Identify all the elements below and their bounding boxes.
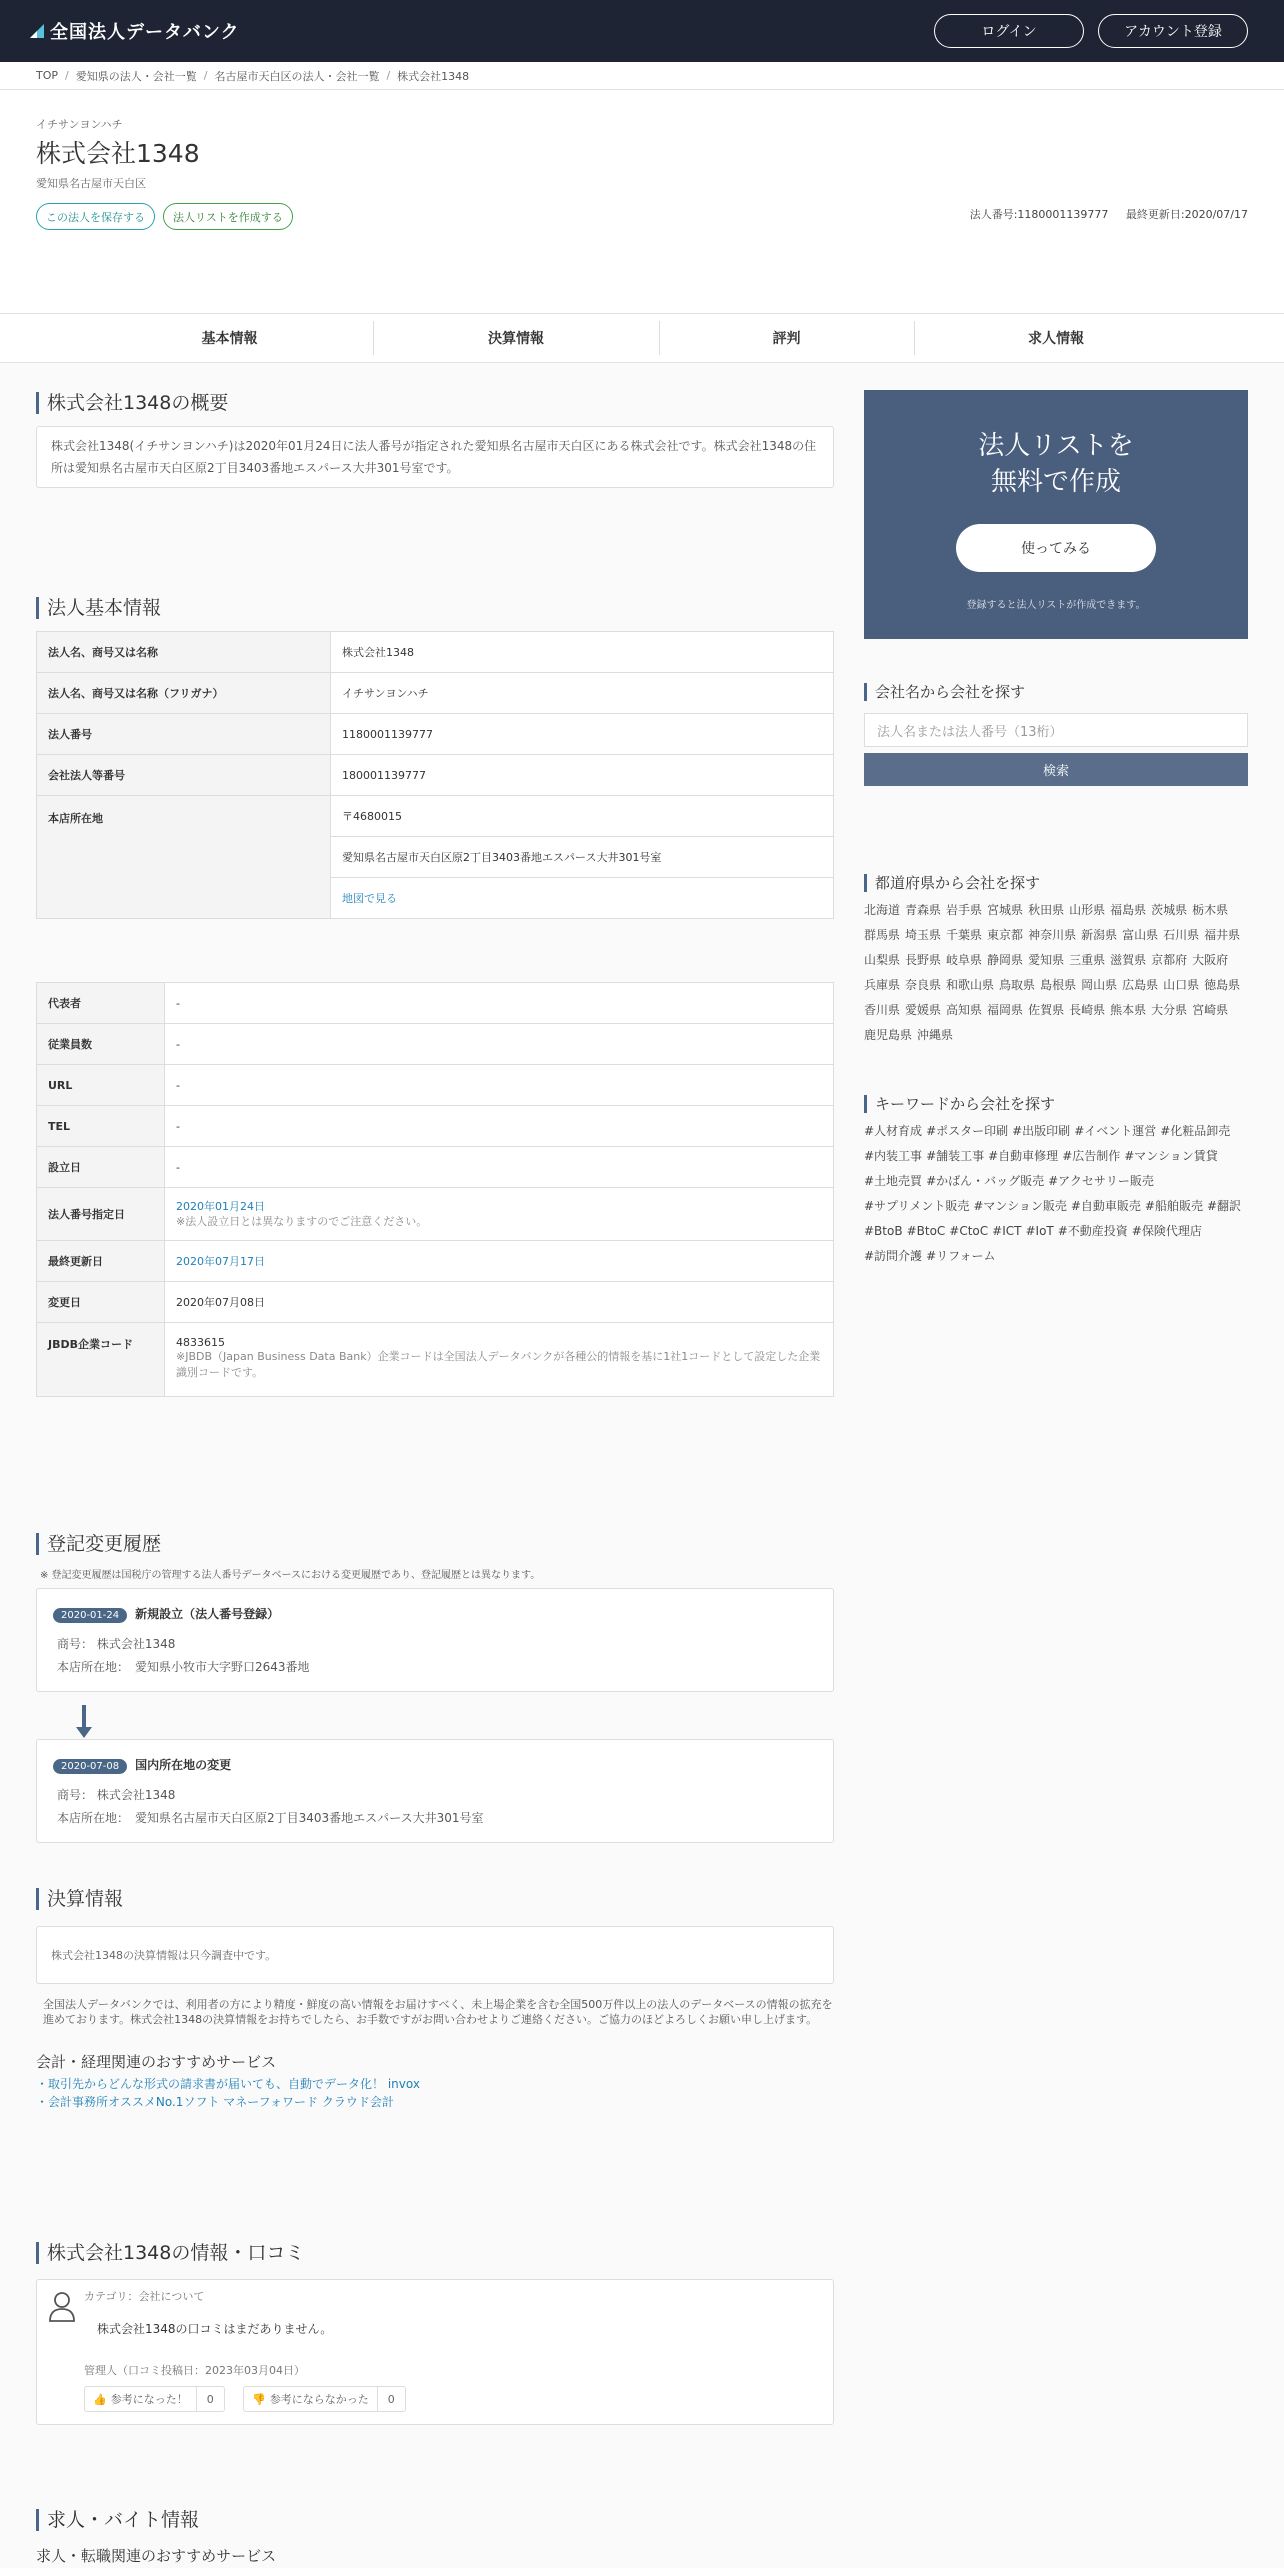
prefecture-link[interactable]: 青森県 bbox=[905, 903, 942, 917]
financial-title: 決算情報 bbox=[36, 1888, 123, 1910]
prefecture-link[interactable]: 三重県 bbox=[1069, 953, 1106, 967]
table-row bbox=[37, 1065, 834, 1106]
row-label: 代表者 bbox=[37, 983, 165, 1024]
updated-date-link[interactable]: 2020年07月17日 bbox=[165, 1241, 834, 1282]
map-link[interactable]: 地図で見る bbox=[331, 878, 834, 919]
history-date-badge: 2020-01-24 bbox=[53, 1608, 127, 1623]
keyword-search-title: キーワードから会社を探す bbox=[864, 1095, 1055, 1113]
company-search-input[interactable]: 法人名または法人番号（13桁） bbox=[864, 713, 1248, 747]
prefecture-link[interactable]: 沖縄県 bbox=[917, 1028, 954, 1042]
site-logo[interactable] bbox=[28, 18, 239, 44]
keyword-link[interactable]: #土地売買 bbox=[864, 1174, 923, 1188]
row-label: 法人名、商号又は名称 bbox=[37, 632, 331, 673]
prefecture-link[interactable]: 長野県 bbox=[905, 953, 942, 967]
row-label: 従業員数 bbox=[37, 1024, 165, 1065]
row-value: 株式会社1348 bbox=[331, 632, 834, 673]
keyword-link[interactable]: #CtoC bbox=[949, 1224, 989, 1238]
prefecture-link[interactable]: 広島県 bbox=[1122, 978, 1159, 992]
review-card bbox=[36, 2279, 834, 2425]
prefecture-link[interactable]: 愛媛県 bbox=[905, 1003, 942, 1017]
row-value: イチサンヨンハチ bbox=[331, 673, 834, 714]
row-label: 法人名、商号又は名称（フリガナ） bbox=[37, 673, 331, 714]
keyword-link[interactable]: #舗装工事 bbox=[926, 1149, 985, 1163]
tab-reputation[interactable]: 評判 bbox=[659, 321, 914, 355]
prefecture-link[interactable]: 群馬県 bbox=[864, 928, 901, 942]
prefecture-link[interactable]: 茨城県 bbox=[1151, 903, 1188, 917]
prefecture-link[interactable]: 岐阜県 bbox=[946, 953, 983, 967]
keyword-list bbox=[864, 1119, 1248, 1269]
history-name-line: 商号： 株式会社1348 bbox=[57, 1637, 176, 1651]
company-meta bbox=[956, 206, 1248, 222]
row-value: - bbox=[165, 983, 834, 1024]
prefecture-link[interactable]: 徳島県 bbox=[1204, 978, 1241, 992]
service-link-invox[interactable]: ・取引先からどんな形式の請求書が届いても、自動でデータ化！ invox bbox=[36, 2077, 420, 2091]
prefecture-link[interactable]: 鹿児島県 bbox=[864, 1028, 913, 1042]
table-row bbox=[37, 796, 834, 837]
breadcrumb-city[interactable]: 名古屋市天白区の法人・会社一覧 bbox=[214, 69, 380, 83]
prefecture-link[interactable]: 山形県 bbox=[1069, 903, 1106, 917]
history-date-badge: 2020-07-08 bbox=[53, 1759, 127, 1774]
thumbs-up-icon: 👍 bbox=[93, 2392, 107, 2406]
cta-line2: 無料で作成 bbox=[990, 467, 1121, 497]
overview-text: 株式会社1348(イチサンヨンハチ)は2020年01月24日に法人番号が指定された愛知県名古屋市天白区にある株式会社です。株式会社1348の住所は愛知県名古屋市天白区原2丁目3403番地エスパース大井301号室です。 bbox=[51, 439, 817, 475]
overview-box bbox=[36, 426, 834, 488]
prefecture-link[interactable]: 島根県 bbox=[1040, 978, 1077, 992]
prefecture-link[interactable]: 富山県 bbox=[1122, 928, 1159, 942]
prefecture-link[interactable]: 静岡県 bbox=[987, 953, 1024, 967]
tab-basic-info[interactable]: 基本情報 bbox=[201, 331, 258, 347]
breadcrumb-prefecture[interactable]: 愛知県の法人・会社一覧 bbox=[75, 69, 197, 83]
prefecture-link[interactable]: 京都府 bbox=[1151, 953, 1188, 967]
tab-jobs[interactable]: 求人情報 bbox=[914, 321, 1198, 355]
cta-line1: 法人リストを bbox=[978, 431, 1134, 461]
search-button[interactable]: 検索 bbox=[864, 753, 1248, 786]
details-table bbox=[36, 982, 834, 1397]
keyword-link[interactable]: #訪問介護 bbox=[864, 1249, 923, 1263]
prefecture-link[interactable]: 宮崎県 bbox=[1192, 1003, 1229, 1017]
row-label: 設立日 bbox=[37, 1147, 165, 1188]
financial-description: 全国法人データバンクでは、利用者の方により精度・鮮度の高い情報をお届けすべく、未上場企業を含む全国500万件以上の法人のデータベースの情報の拡充を進めております。株式会社1348の決算情報をお持ちでしたら、お手数ですがお問い合わせよりご連絡ください。ご協力のほどよろしくお願い申し上げます。 bbox=[43, 1998, 833, 2026]
try-it-button[interactable]: 使ってみる bbox=[956, 524, 1156, 572]
review-category: カテゴリ：会社について bbox=[84, 2290, 205, 2303]
review-message: 株式会社1348の口コミはまだありません。 bbox=[97, 2322, 333, 2336]
not-helpful-label: 参考にならなかった bbox=[269, 2393, 369, 2406]
prefecture-link[interactable]: 岡山県 bbox=[1081, 978, 1118, 992]
keyword-link[interactable]: #人材育成 bbox=[864, 1124, 923, 1138]
jobs-services-title: 求人・転職関連のおすすめサービス bbox=[36, 2547, 277, 2565]
prefecture-link[interactable]: 愛知県 bbox=[1028, 953, 1065, 967]
keyword-link[interactable]: #内装工事 bbox=[864, 1149, 923, 1163]
address-value: 愛知県名古屋市天白区原2丁目3403番地エスパース大井301号室 bbox=[331, 837, 834, 878]
history-address-line: 本店所在地： 愛知県名古屋市天白区原2丁目3403番地エスパース大井301号室 bbox=[57, 1811, 484, 1825]
keyword-link[interactable]: #ICT bbox=[992, 1224, 1022, 1238]
prefecture-link[interactable]: 鳥取県 bbox=[999, 978, 1036, 992]
user-icon bbox=[47, 2290, 77, 2322]
jbdb-note: ※JBDB（Japan Business Data Bank）企業コードは全国法人データバンクが各種公的情報を基に1社1コードとして設定した企業識別コードです。 bbox=[176, 1350, 821, 1379]
table-row bbox=[37, 1024, 834, 1065]
keyword-link[interactable]: #イベント運営 bbox=[1074, 1124, 1157, 1138]
keyword-link[interactable]: #保険代理店 bbox=[1131, 1224, 1202, 1238]
prefecture-search-title: 都道府県から会社を探す bbox=[864, 874, 1040, 892]
keyword-link[interactable]: #ポスター印刷 bbox=[926, 1124, 1009, 1138]
jobs-title: 求人・バイト情報 bbox=[36, 2509, 199, 2531]
row-value: - bbox=[165, 1065, 834, 1106]
prefecture-link[interactable]: 和歌山県 bbox=[946, 978, 995, 992]
prefecture-link[interactable]: 滋賀県 bbox=[1110, 953, 1147, 967]
history-name-line: 商号： 株式会社1348 bbox=[57, 1788, 176, 1802]
history-event: 国内所在地の変更 bbox=[135, 1758, 232, 1772]
register-button[interactable]: アカウント登録 bbox=[1098, 14, 1248, 48]
prefecture-link[interactable]: 大分県 bbox=[1151, 1003, 1188, 1017]
keyword-link[interactable]: #出版印刷 bbox=[1012, 1124, 1071, 1138]
prefecture-link[interactable]: 山梨県 bbox=[864, 953, 901, 967]
row-label: TEL bbox=[37, 1106, 165, 1147]
helpful-count: 0 bbox=[196, 2387, 224, 2411]
prefecture-link[interactable]: 福岡県 bbox=[987, 1003, 1024, 1017]
table-row bbox=[37, 1241, 834, 1282]
company-name: 株式会社1348 bbox=[36, 139, 200, 168]
prefecture-link[interactable]: 栃木県 bbox=[1192, 903, 1229, 917]
row-value: - bbox=[165, 1106, 834, 1147]
reviews-title: 株式会社1348の情報・口コミ bbox=[36, 2242, 304, 2264]
history-title: 登記変更履歴 bbox=[36, 1533, 161, 1555]
designated-date-link[interactable]: 2020年01月24日 bbox=[176, 1200, 265, 1213]
prefecture-link[interactable]: 大阪府 bbox=[1192, 953, 1229, 967]
prefecture-link[interactable]: 石川県 bbox=[1163, 928, 1200, 942]
cta-note: 登録すると法人リストが作成できます。 bbox=[966, 600, 1146, 611]
prefecture-link[interactable]: 新潟県 bbox=[1081, 928, 1118, 942]
row-label: URL bbox=[37, 1065, 165, 1106]
row-value: 180001139777 bbox=[331, 755, 834, 796]
keyword-link[interactable]: #自動車修理 bbox=[988, 1149, 1059, 1163]
row-value: - bbox=[165, 1147, 834, 1188]
keyword-link[interactable]: #かばん・バッグ販売 bbox=[926, 1174, 1045, 1188]
last-updated-meta: 最終更新日:2020/07/17 bbox=[1125, 208, 1248, 221]
prefecture-link[interactable]: 香川県 bbox=[864, 1003, 901, 1017]
keyword-link[interactable]: #化粧品卸売 bbox=[1160, 1124, 1231, 1138]
table-row bbox=[37, 983, 834, 1024]
keyword-link[interactable]: #サプリメント販売 bbox=[864, 1199, 970, 1213]
site-header bbox=[0, 0, 1284, 62]
create-list-button[interactable]: 法人リストを作成する bbox=[163, 203, 293, 230]
keyword-link[interactable]: #BtoC bbox=[906, 1224, 946, 1238]
prefecture-link[interactable]: 秋田県 bbox=[1028, 903, 1065, 917]
prefecture-link[interactable]: 熊本県 bbox=[1110, 1003, 1147, 1017]
search-company-title: 会社名から会社を探す bbox=[864, 683, 1025, 701]
logo-icon bbox=[28, 22, 46, 40]
table-row bbox=[37, 1106, 834, 1147]
site-name: 全国法人データバンク bbox=[50, 22, 240, 43]
thumbs-down-icon: 👎 bbox=[252, 2392, 266, 2406]
helpful-button[interactable] bbox=[84, 2386, 225, 2412]
keyword-link[interactable]: #IoT bbox=[1025, 1224, 1054, 1238]
save-company-button[interactable]: この法人を保存する bbox=[36, 203, 155, 230]
not-helpful-count: 0 bbox=[377, 2387, 405, 2411]
keyword-link[interactable]: #自動車販売 bbox=[1070, 1199, 1141, 1213]
corp-number-meta: 法人番号:1180001139777 bbox=[969, 208, 1109, 221]
keyword-link[interactable]: #リフォーム bbox=[926, 1249, 996, 1263]
basic-info-title: 法人基本情報 bbox=[36, 597, 161, 619]
row-label: 最終更新日 bbox=[37, 1241, 165, 1282]
prefecture-link[interactable]: 北海道 bbox=[864, 903, 901, 917]
prefecture-link[interactable]: 岩手県 bbox=[946, 903, 983, 917]
login-button[interactable]: ログイン bbox=[934, 14, 1084, 48]
history-card bbox=[36, 1588, 834, 1692]
financial-box bbox=[36, 1926, 834, 1984]
prefecture-link[interactable]: 高知県 bbox=[946, 1003, 983, 1017]
prefecture-link[interactable]: 奈良県 bbox=[905, 978, 942, 992]
table-row bbox=[37, 714, 834, 755]
history-address-line: 本店所在地： 愛知県小牧市大字野口2643番地 bbox=[57, 1660, 310, 1674]
table-row bbox=[37, 632, 834, 673]
company-header bbox=[0, 90, 1284, 313]
breadcrumb-current: 株式会社1348 bbox=[397, 69, 470, 83]
keyword-link[interactable]: #アクセサリー販売 bbox=[1048, 1174, 1154, 1188]
tab-financial[interactable]: 決算情報 bbox=[373, 321, 659, 355]
keyword-link[interactable]: #不動産投資 bbox=[1057, 1224, 1128, 1238]
prefecture-link[interactable]: 佐賀県 bbox=[1028, 1003, 1065, 1017]
prefecture-link[interactable]: 福井県 bbox=[1204, 928, 1241, 942]
section-tabs bbox=[0, 313, 1284, 363]
company-kana: イチサンヨンハチ bbox=[36, 118, 123, 131]
table-row bbox=[37, 1147, 834, 1188]
keyword-link[interactable]: #BtoB bbox=[864, 1224, 903, 1238]
postal-code: 〒4680015 bbox=[331, 796, 834, 837]
service-link-moneyforward[interactable]: ・会計事務所オススメNo.1ソフト マネーフォワード クラウド会計 bbox=[36, 2095, 394, 2109]
keyword-link[interactable]: #翻訳 bbox=[1206, 1199, 1242, 1213]
prefecture-link[interactable]: 宮城県 bbox=[987, 903, 1024, 917]
table-row bbox=[37, 1323, 834, 1397]
prefecture-link[interactable]: 神奈川県 bbox=[1028, 928, 1077, 942]
table-row bbox=[37, 1188, 834, 1241]
row-value: 2020年07月08日 bbox=[165, 1282, 834, 1323]
prefecture-link[interactable]: 千葉県 bbox=[946, 928, 983, 942]
row-label: 本店所在地 bbox=[37, 796, 331, 919]
prefecture-link[interactable]: 東京都 bbox=[987, 928, 1024, 942]
table-row bbox=[37, 755, 834, 796]
table-row bbox=[37, 673, 834, 714]
keyword-link[interactable]: #船舶販売 bbox=[1144, 1199, 1203, 1213]
company-location: 愛知県名古屋市天白区 bbox=[36, 177, 146, 190]
row-label: 会社法人等番号 bbox=[37, 755, 331, 796]
list-cta-panel bbox=[864, 390, 1248, 639]
history-note: ※ 登記変更履歴は国税庁の管理する法人番号データベースにおける変更履歴であり、登記履歴とは異なります。 bbox=[40, 1570, 541, 1581]
basic-info-table bbox=[36, 631, 834, 919]
designated-note: ※法人設立日とは異なりますのでご注意ください。 bbox=[176, 1215, 428, 1228]
keyword-link[interactable]: #マンション賃貸 bbox=[1124, 1149, 1218, 1163]
breadcrumb-top[interactable]: TOP bbox=[36, 69, 59, 82]
prefecture-link[interactable]: 福島県 bbox=[1110, 903, 1147, 917]
review-author: 管理人（口コミ投稿日：2023年03月04日） bbox=[84, 2364, 305, 2377]
row-label: 法人番号 bbox=[37, 714, 331, 755]
history-card bbox=[36, 1739, 834, 1843]
jbdb-code: 4833615 bbox=[176, 1336, 225, 1349]
row-value: - bbox=[165, 1024, 834, 1065]
row-label: JBDB企業コード bbox=[37, 1323, 165, 1397]
prefecture-link[interactable]: 埼玉県 bbox=[905, 928, 942, 942]
keyword-link[interactable]: #マンション販売 bbox=[973, 1199, 1067, 1213]
row-label: 変更日 bbox=[37, 1282, 165, 1323]
prefecture-link[interactable]: 兵庫県 bbox=[864, 978, 901, 992]
arrow-down-icon bbox=[74, 1705, 94, 1739]
table-row bbox=[37, 1282, 834, 1323]
financial-status: 株式会社1348の決算情報は只今調査中です。 bbox=[51, 1949, 277, 1962]
row-label: 法人番号指定日 bbox=[37, 1188, 165, 1241]
overview-title: 株式会社1348の概要 bbox=[36, 392, 228, 414]
accounting-services-title: 会計・経理関連のおすすめサービス bbox=[36, 2053, 277, 2071]
row-value: 1180001139777 bbox=[331, 714, 834, 755]
helpful-label: 参考になった！ bbox=[110, 2393, 188, 2406]
not-helpful-button[interactable] bbox=[243, 2386, 406, 2412]
history-event: 新規設立（法人番号登録） bbox=[135, 1607, 280, 1621]
breadcrumb: TOP / 愛知県の法人・会社一覧 / 名古屋市天白区の法人・会社一覧 / 株式会社1348 bbox=[0, 62, 1284, 90]
prefecture-list bbox=[864, 898, 1248, 1048]
prefecture-link[interactable]: 山口県 bbox=[1163, 978, 1200, 992]
keyword-link[interactable]: #広告制作 bbox=[1062, 1149, 1121, 1163]
prefecture-link[interactable]: 長崎県 bbox=[1069, 1003, 1106, 1017]
